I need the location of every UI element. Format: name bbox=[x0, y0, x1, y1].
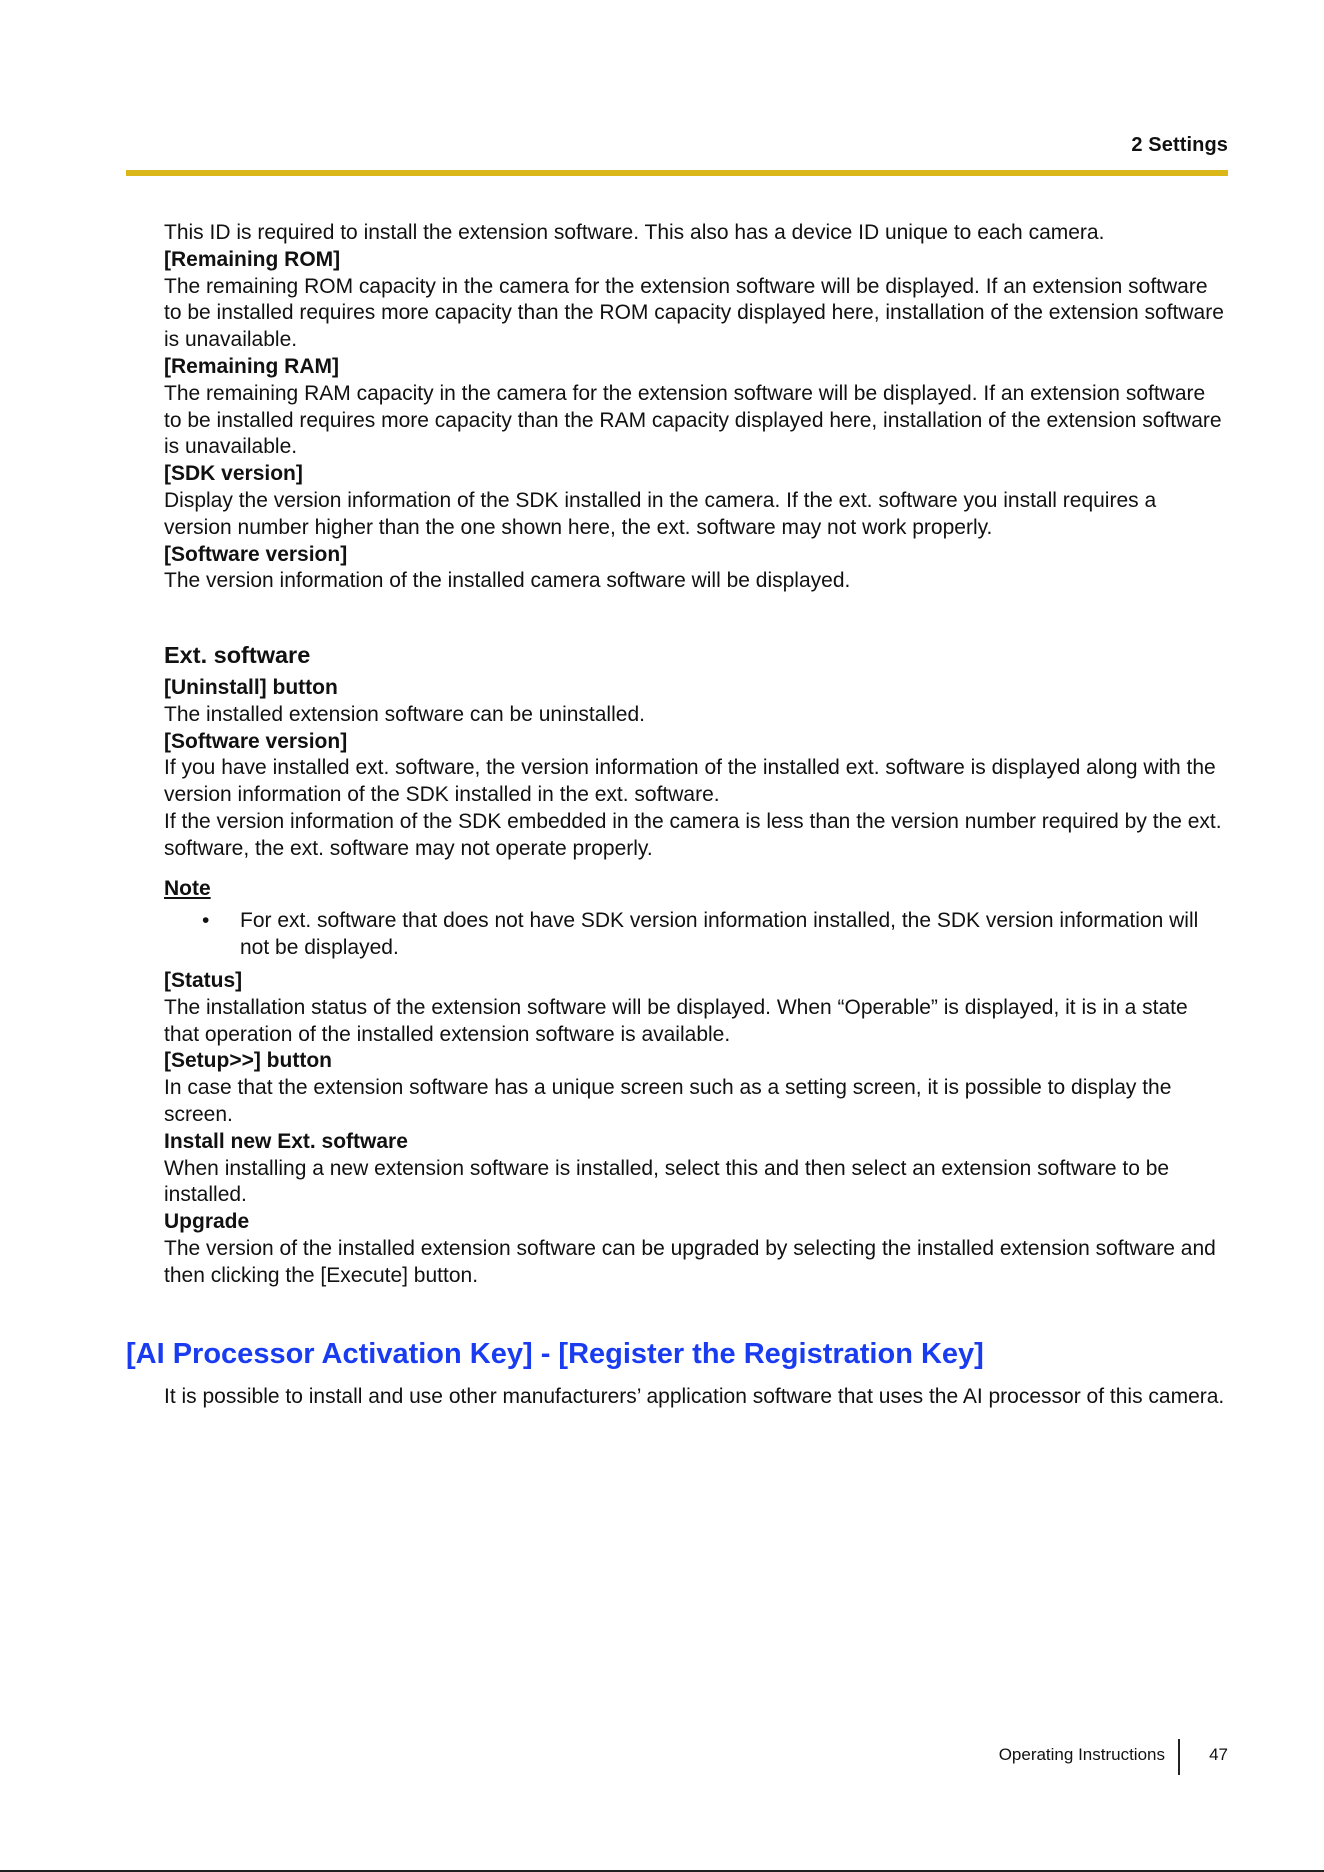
sdk-version-term: [SDK version] bbox=[164, 462, 303, 486]
ext-software-version-desc: If you have installed ext. software, the version information of the installed ext. software is displayed along with the version information of the SDK installed in the ext. software. bbox=[164, 756, 1216, 807]
note-item bbox=[164, 908, 1228, 962]
sdk-version-desc: Display the version information of the SDK installed in the camera. If the ext. software you install requires a version number higher than the one shown here, the ext. software may not work properly. bbox=[164, 488, 1157, 539]
ext-software-version-desc-2: If the version information of the SDK embedded in the camera is less than the version number required by the ext. software, the ext. software may not operate properly. bbox=[164, 809, 1222, 860]
note-list bbox=[164, 908, 1228, 962]
setup-button-term: [Setup>>] button bbox=[164, 1049, 332, 1073]
software-version-term: [Software version] bbox=[164, 542, 348, 566]
software-version-desc: The version information of the installed camera software will be displayed. bbox=[164, 569, 851, 593]
note-title: Note bbox=[164, 876, 211, 900]
ai-section-body: It is possible to install and use other manufacturers’ application software that uses the AI processor of this camera. bbox=[164, 1385, 1225, 1408]
status-desc: The installation status of the extension software will be displayed. When “Operable” is displayed, it is in a state that operation of the installed extension software is available. bbox=[164, 995, 1188, 1046]
footer-divider bbox=[1178, 1739, 1180, 1775]
note-item-text: For ext. software that does not have SDK version information installed, the SDK version information will not be displayed. bbox=[240, 909, 1199, 960]
upgrade-term: Upgrade bbox=[164, 1210, 250, 1234]
intro-text: This ID is required to install the extension software. This also has a device ID unique to each camera. bbox=[164, 221, 1105, 244]
header-rule bbox=[126, 170, 1228, 176]
ai-section-title: [AI Processor Activation Key] - [Register the Registration Key] bbox=[126, 1338, 984, 1370]
install-new-desc: When installing a new extension software is installed, select this and then select an extension software to be installed. bbox=[164, 1156, 1170, 1207]
status-term: [Status] bbox=[164, 968, 243, 992]
remaining-ram-term: [Remaining RAM] bbox=[164, 354, 339, 378]
upgrade-desc: The version of the installed extension software can be upgraded by selecting the installed extension software and then clicking the [Execute] button. bbox=[164, 1236, 1216, 1287]
page-section-label: 2 Settings bbox=[1131, 134, 1228, 156]
footer-doc-title: Operating Instructions bbox=[998, 1745, 1165, 1764]
remaining-rom-desc: The remaining ROM capacity in the camera for the extension software will be displayed. If an extension software to be installed requires more capacity than the ROM capacity displayed here, installation of the extension software is unavailable. bbox=[164, 274, 1224, 352]
footer-page-number: 47 bbox=[1209, 1745, 1228, 1764]
install-new-term: Install new Ext. software bbox=[164, 1129, 408, 1153]
ext-software-heading: Ext. software bbox=[164, 642, 311, 669]
uninstall-button-term: [Uninstall] button bbox=[164, 675, 338, 699]
main-content bbox=[164, 220, 1228, 1289]
bullet-icon: • bbox=[202, 909, 210, 933]
ext-software-version-term: [Software version] bbox=[164, 729, 348, 753]
uninstall-button-desc: The installed extension software can be uninstalled. bbox=[164, 702, 645, 726]
setup-button-desc: In case that the extension software has a unique screen such as a setting screen, it is possible to display the screen. bbox=[164, 1076, 1172, 1126]
remaining-ram-desc: The remaining RAM capacity in the camera for the extension software will be displayed. If an extension software to be installed requires more capacity than the RAM capacity displayed here, installation of the extension software is unavailable. bbox=[164, 381, 1222, 459]
remaining-rom-term: [Remaining ROM] bbox=[164, 247, 341, 271]
